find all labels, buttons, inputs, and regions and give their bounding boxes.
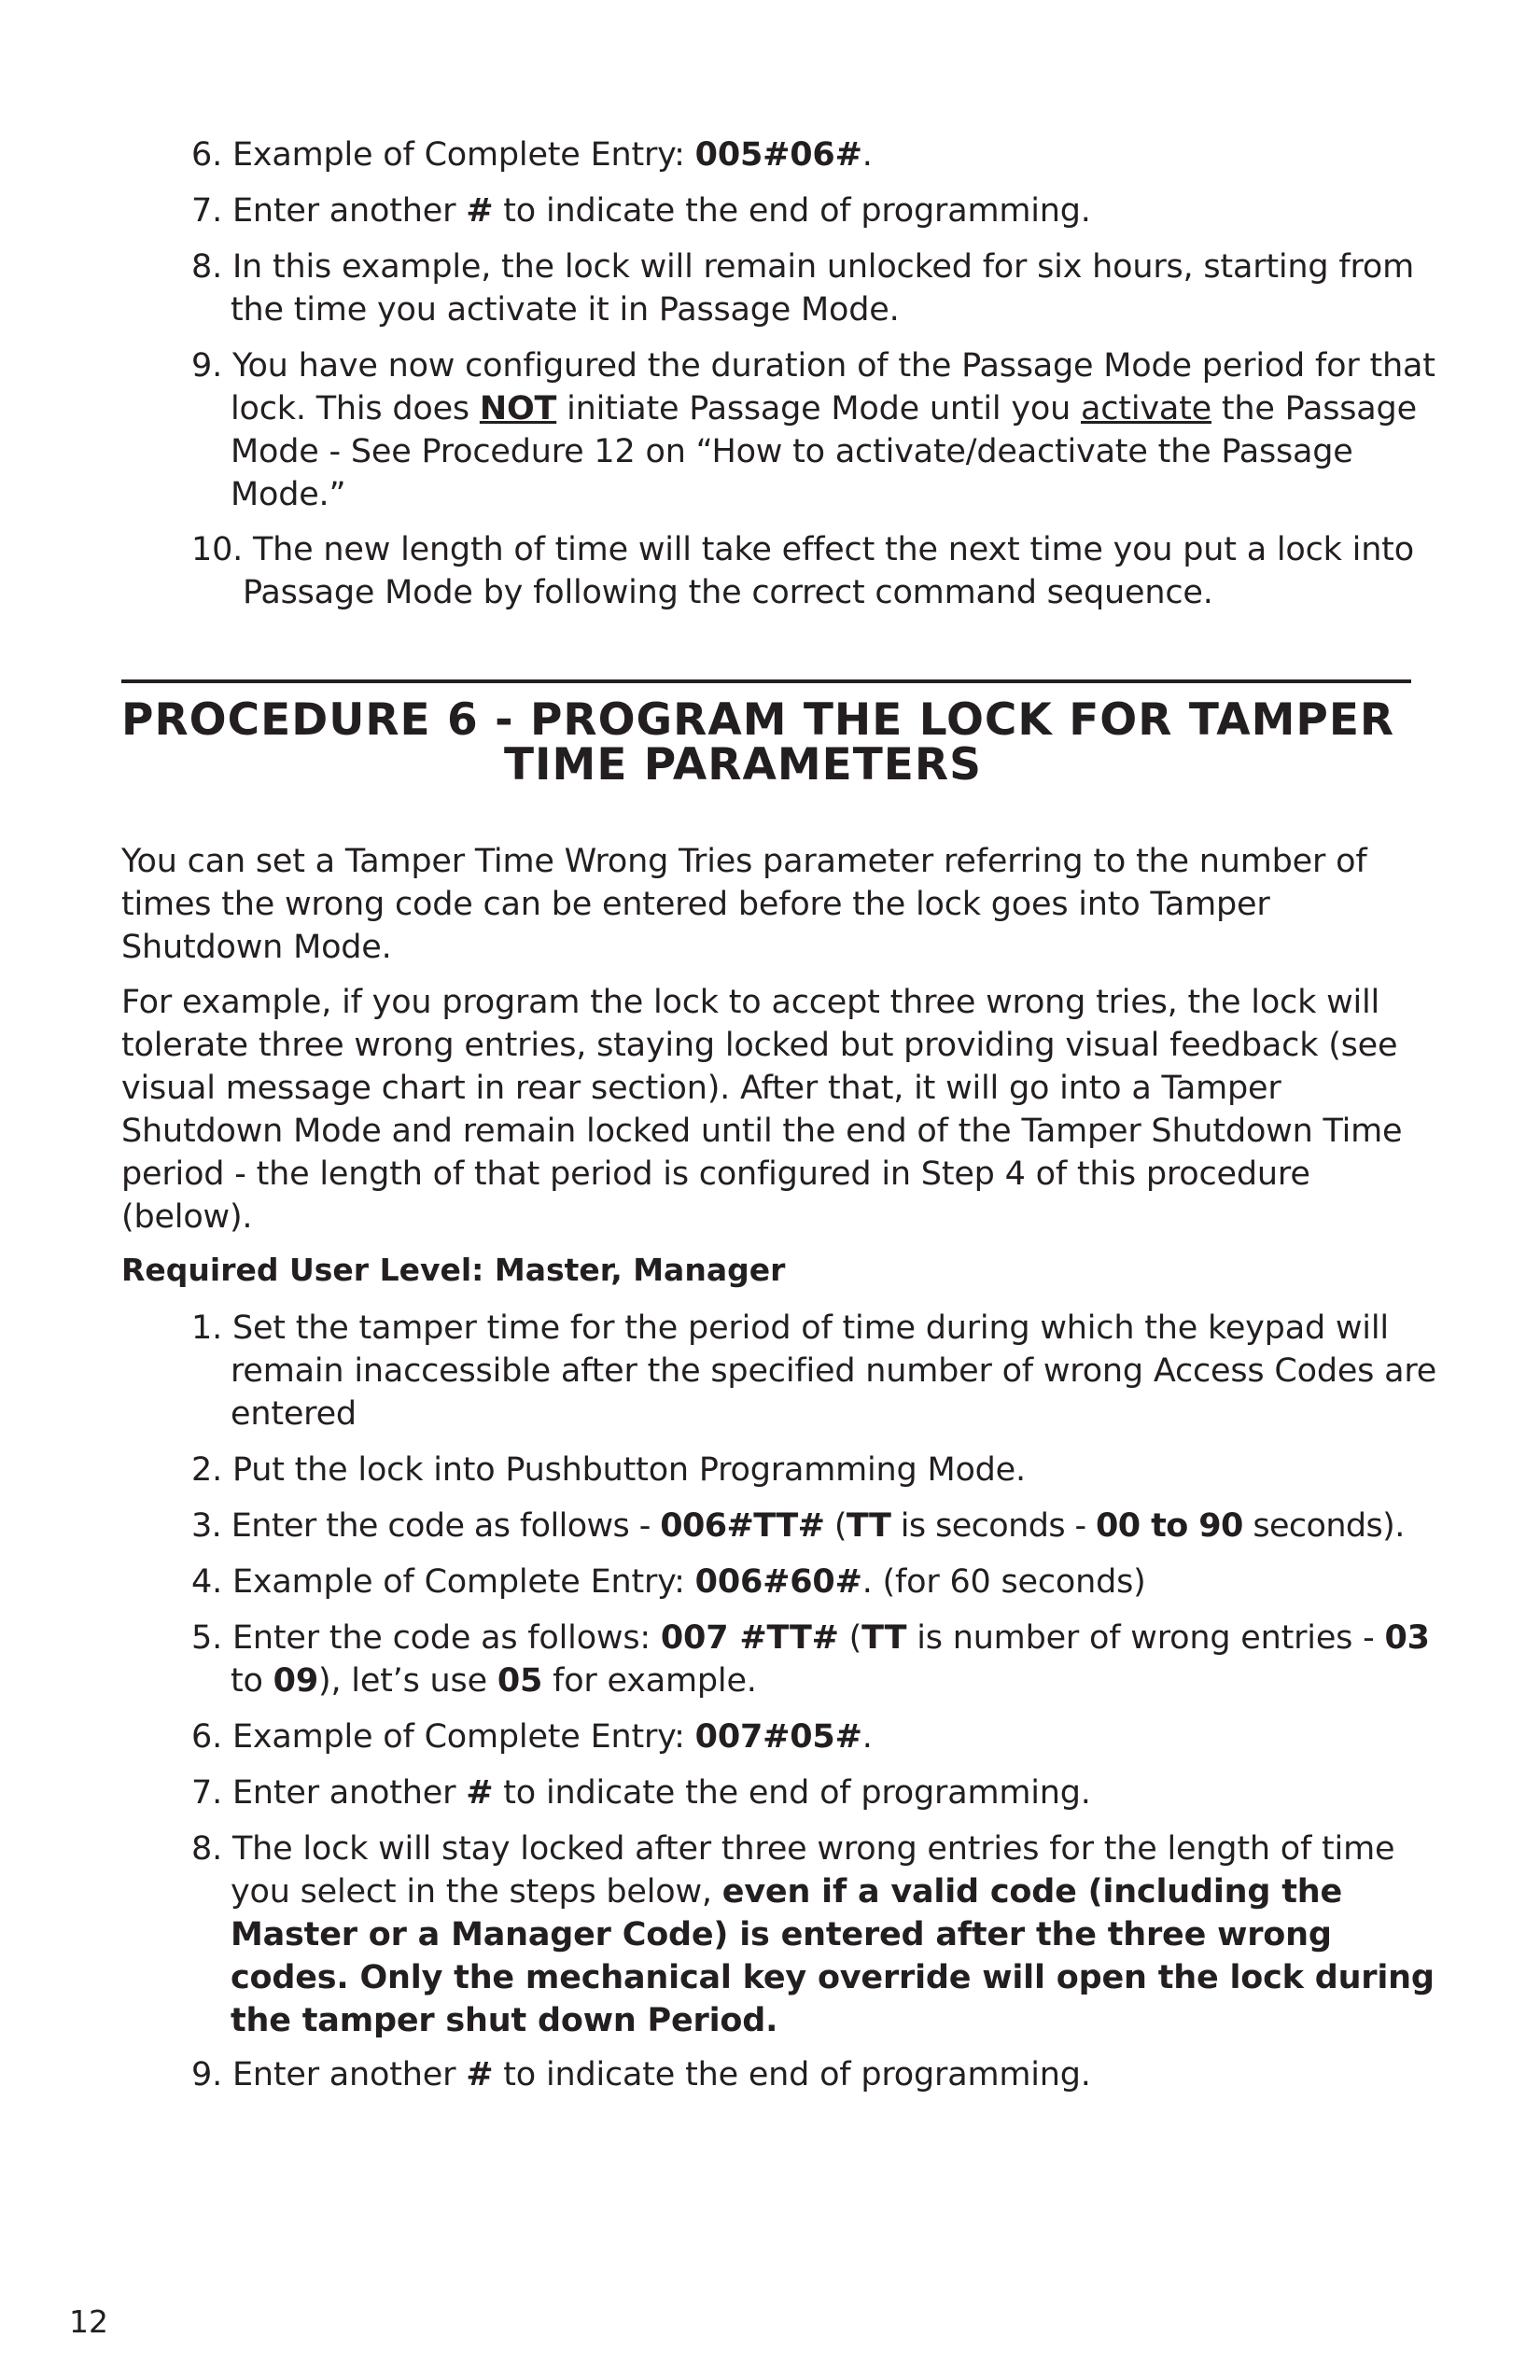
step-number: 9. xyxy=(191,2056,222,2093)
step-text-mid: is number of wrong entries - xyxy=(906,1619,1385,1657)
seconds-range: 00 to 90 xyxy=(1096,1507,1243,1545)
heading-line-1: PROCEDURE 6 - PROGRAM THE LOCK FOR TAMPER xyxy=(121,694,1395,746)
step-text: Enter another xyxy=(231,2056,467,2093)
step-text-mid: is seconds - xyxy=(890,1507,1097,1545)
step-8 xyxy=(191,1827,1444,2042)
step-number: 3. xyxy=(191,1507,222,1545)
section-divider xyxy=(121,679,1411,683)
intro-paragraph-2: For example, if you program the lock to accept three wrong tries, the lock will tolerate three wrong entries, staying locked but providing visual feedback (see visual message chart in rear section). After that, it will go into a Tamper Shutdown Mode and remain locked until the end of the Tamper Shutdown Time period - the length of that period is configured in Step 4 of this procedure (below). xyxy=(121,984,1403,1236)
step-text-end: for example. xyxy=(542,1662,757,1700)
tt-token: TT xyxy=(846,1507,891,1545)
step-text: Example of Complete Entry: xyxy=(231,1563,695,1601)
step-text-end: to indicate the end of programming. xyxy=(493,192,1091,230)
heading-line-2: TIME PARAMETERS xyxy=(504,739,982,791)
step-text: Enter the code as follows - xyxy=(231,1507,661,1545)
step-number: 5. xyxy=(191,1619,222,1657)
step-number: 1. xyxy=(191,1309,222,1347)
step-text-end: to indicate the end of programming. xyxy=(493,1774,1091,1812)
step-text: Set the tamper time for the period of time during which the keypad will remain inaccessible after the specified number of wrong Access Codes are entered xyxy=(231,1309,1437,1433)
hash-key: # xyxy=(466,1774,494,1812)
step-number: 10. xyxy=(191,531,244,568)
code-example: 006#60# xyxy=(694,1563,862,1601)
example-value: 05 xyxy=(497,1662,543,1700)
step-9-top xyxy=(191,344,1444,516)
step-number: 4. xyxy=(191,1563,222,1601)
step-text: You have now configured the duration of the Passage Mode period for that lock. This does xyxy=(231,347,1435,427)
step-text-end: the Passage Mode - See Procedure 12 on “How to activate/deactivate the Passage Mode.” xyxy=(231,390,1417,513)
step-6 xyxy=(191,1715,1444,1758)
step-9 xyxy=(191,2053,1444,2096)
step-2 xyxy=(191,1449,1444,1491)
step-text-end: . xyxy=(861,1718,873,1756)
step-text-end: . xyxy=(861,136,873,174)
step-text: The lock will stay locked after three wrong entries for the length of time you select in the steps below, xyxy=(231,1830,1395,1911)
step-5 xyxy=(191,1617,1444,1702)
code-example: 005#06# xyxy=(694,136,862,174)
code-format: 007 #TT# xyxy=(660,1619,839,1657)
min-entries: 03 xyxy=(1384,1619,1430,1657)
not-emphasis: NOT xyxy=(479,390,557,427)
paren-open: ( xyxy=(838,1619,862,1657)
step-number: 9. xyxy=(191,347,222,385)
step-7 xyxy=(191,1771,1444,1814)
step-number: 6. xyxy=(191,136,222,174)
step-text: The new length of time will take effect the next time you put a lock into Passage Mode by following the correct command sequence. xyxy=(243,531,1414,611)
step-text: Example of Complete Entry: xyxy=(231,1718,695,1756)
step-text: Put the lock into Pushbutton Programming Mode. xyxy=(231,1451,1026,1489)
step-6-top xyxy=(191,133,1444,176)
page-number: 12 xyxy=(69,2303,108,2340)
warning-bold-text: even if a valid code (including the Master or a Manager Code) is entered after the three wrong codes. Only the mechanical key override will open the lock during the tamper shut down Period. xyxy=(231,1873,1435,2039)
code-example: 007#05# xyxy=(694,1718,862,1756)
step-number: 7. xyxy=(191,192,222,230)
step-text: Enter the code as follows: xyxy=(231,1619,661,1657)
intro-paragraph-1: You can set a Tamper Time Wrong Tries parameter referring to the number of times the wrong code can be entered before the lock goes into Tamper Shutdown Mode. xyxy=(121,843,1367,966)
step-text: Enter another xyxy=(231,1774,467,1812)
step-text: Example of Complete Entry: xyxy=(231,136,695,174)
step-text-end: to indicate the end of programming. xyxy=(493,2056,1091,2093)
hash-key: # xyxy=(466,2056,494,2093)
step-number: 2. xyxy=(191,1451,222,1489)
step-number: 7. xyxy=(191,1774,222,1812)
step-text: In this example, the lock will remain unlocked for six hours, starting from the time you activate it in Passage Mode. xyxy=(231,248,1415,329)
step-number: 8. xyxy=(191,1830,222,1868)
hash-key: # xyxy=(466,192,494,230)
step-text-end: seconds). xyxy=(1242,1507,1405,1545)
step-1 xyxy=(191,1307,1444,1435)
step-text: Enter another xyxy=(231,192,467,230)
max-entries: 09 xyxy=(273,1662,318,1700)
step-7-top xyxy=(191,189,1444,232)
required-user-level: Required User Level: Master, Manager xyxy=(121,1252,786,1288)
step-number: 6. xyxy=(191,1718,222,1756)
to-word: to xyxy=(231,1662,273,1700)
step-number: 8. xyxy=(191,248,222,286)
activate-emphasis: activate xyxy=(1081,390,1211,427)
step-8-top xyxy=(191,245,1444,331)
procedure-heading xyxy=(121,694,1411,791)
step-10-top xyxy=(191,528,1456,614)
step-3 xyxy=(191,1505,1472,1547)
step-4 xyxy=(191,1561,1444,1603)
step-text-end: . (for 60 seconds) xyxy=(861,1563,1146,1601)
paren-open: ( xyxy=(824,1507,847,1545)
tt-token: TT xyxy=(861,1619,907,1657)
code-format: 006#TT# xyxy=(660,1507,825,1545)
step-text-mid-2: ), let’s use xyxy=(317,1662,497,1700)
step-text-mid: initiate Passage Mode until you xyxy=(556,390,1081,427)
